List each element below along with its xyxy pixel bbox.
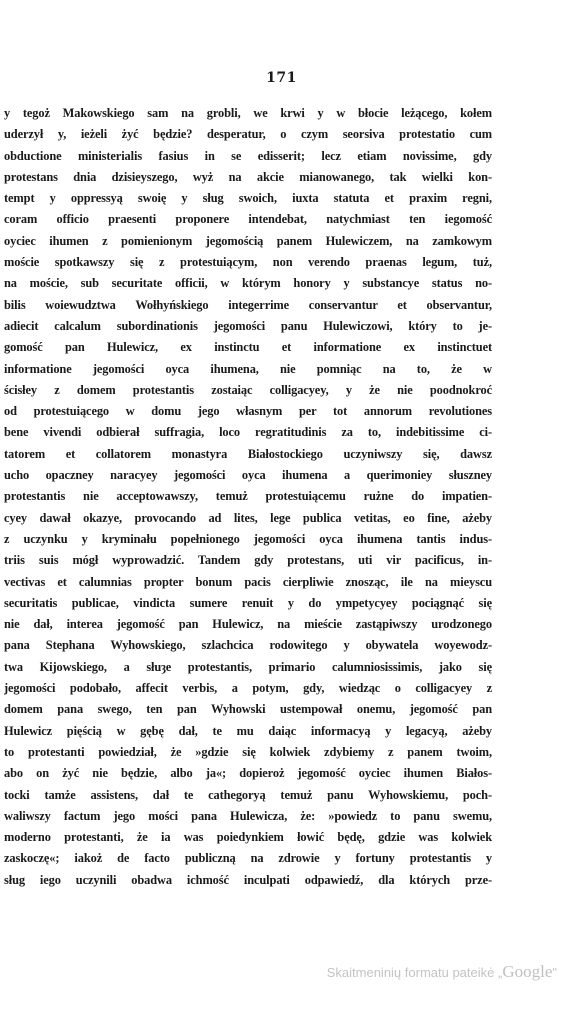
text-line: sług iego uczynili obadwa ichmość inculpati odpawiedź, dla których prze- xyxy=(4,872,492,887)
watermark-text: Skaitmeninių formatu pateikė „ xyxy=(326,965,503,980)
text-line: na moście, sub securitate officii, w którym honory y substancye status no- xyxy=(4,276,492,291)
text-line: oyciec ihumen z pomienionym jegomością panem Hulewiczem, na zamkowym xyxy=(4,233,492,248)
text-line: Hulewicz pięścią w gębę dał, te mu daiąc informacyą y legacyą, ażeby xyxy=(4,723,492,738)
text-line: uderzył y, ieżeli żyć będzie? desperatur, o czym seorsiva protestatio cum xyxy=(4,127,492,142)
page-number: 171 xyxy=(266,70,297,86)
text-line: ucho opaczney naracyey jegomości oyca ihumena a querimoniey słuszney xyxy=(4,468,492,483)
text-line: tempt y oppressyą swoię y sług swoich, iuxta statuta et praxim regni, xyxy=(4,191,492,206)
watermark-suffix: " xyxy=(552,965,557,980)
text-line: gomość pan Hulewicz, ex instinctu et informatione ex instinctuet xyxy=(4,340,492,355)
text-line: domem pana swego, ten pan Wyhowski ustempował onemu, jegomość pan xyxy=(4,702,492,717)
text-line: abo on żyć nie będzie, albo ja«; dopieroż jegomość oyciec ihumen Białos- xyxy=(4,766,492,781)
text-line: informatione jegomości oyca ihumena, nie pomniąc na to, że w xyxy=(4,361,492,376)
text-line: pana Stephana Wyhowskiego, szlachcica rodowitego y obywatela woyewodz- xyxy=(4,638,492,653)
text-line: securitatis publicae, vindicta sumere renuit y do ympetycyey pociągnąć się xyxy=(4,595,492,610)
text-line: protestantis nie acceptowawszy, temuż protestuiącemu rużne do impatien- xyxy=(4,489,492,504)
text-line: twa Kijowskiego, a słuȝe protestantis, primario calumniosissimis, jako się xyxy=(4,659,492,674)
text-line: vectivas et calumnias propter bonum pacis cierpliwie znosząc, ile na mieyscu xyxy=(4,574,492,589)
text-line: bilis woiewudztwa Wołhyńskiego integerrime conservantur et observantur, xyxy=(4,297,492,312)
text-line: zaskoczę«; iakoż de facto publiczną na zdrowie y fortuny protestantis y xyxy=(4,851,492,866)
body-text xyxy=(4,103,492,891)
text-line: coram officio praesenti proponere intendebat, natychmiast ten iegomość xyxy=(4,212,492,227)
text-line: od protestuiącego w domu jego własnym per tot annorum revolutiones xyxy=(4,404,492,419)
text-line: adiecit calcalum subordinationis jegomości panu Hulewiczowi, który to je- xyxy=(4,318,492,333)
text-line: obductione ministerialis fasius in se edisserit; lecz etiam novissime, gdy xyxy=(4,148,492,163)
text-line: moście spotkawszy się z protestuiącym, non verendo praenas legum, tuż, xyxy=(4,255,492,270)
text-line: bene vivendi odbierał suffragia, loco regratitudinis za to, indebitissime ci- xyxy=(4,425,492,440)
text-line: nie dał, interea jegomość pan Hulewicz, na mieście zastąpiwszy urodzonego xyxy=(4,617,492,632)
text-line: ścisłey z domem protestantis zostaiąc colligacyey, y że nie poodnokroć xyxy=(4,382,492,397)
text-line: jegomości podobało, affecit verbis, a potym, gdy, wiedząc o colligacyey z xyxy=(4,681,492,696)
text-line: y tegoż Makowskiego sam na grobli, we krwi y w błocie leżącego, kołem xyxy=(4,106,492,120)
text-line: z uczynku y kryminału popełnionego jegomości oyca ihumena tantis indus- xyxy=(4,531,492,546)
watermark-brand: Google xyxy=(502,962,553,981)
text-line: protestans dnia dzisieyszego, wyż na akcie mianowanego, tak wielki kon- xyxy=(4,169,492,184)
text-line: moderno protestanti, że ia was poiedynkiem łowić będę, gdzie was kolwiek xyxy=(4,830,492,845)
text-line: tatorem et collatorem monastyra Białostockiego uczyniwszy się, dawsz xyxy=(4,446,492,461)
text-line: tocki tamże assistens, dał te cathegoryą temuż panu Wyhowskiemu, poch- xyxy=(4,787,492,802)
digitization-watermark xyxy=(327,962,557,982)
text-line: to protestanti powiedział, że »gdzie się kolwiek zdybiemy z panem twoim, xyxy=(4,744,492,759)
text-line: triis suis mógł wyprowadzić. Tandem gdy protestans, uti vir pacificus, in- xyxy=(4,553,492,568)
text-line: waliwszy factum jego mości pana Hulewicza, że: »powiedz to panu swemu, xyxy=(4,808,492,823)
text-line: cyey dawał okazye, provocando ad lites, lege publica vetitas, eo fine, ażeby xyxy=(4,510,492,525)
